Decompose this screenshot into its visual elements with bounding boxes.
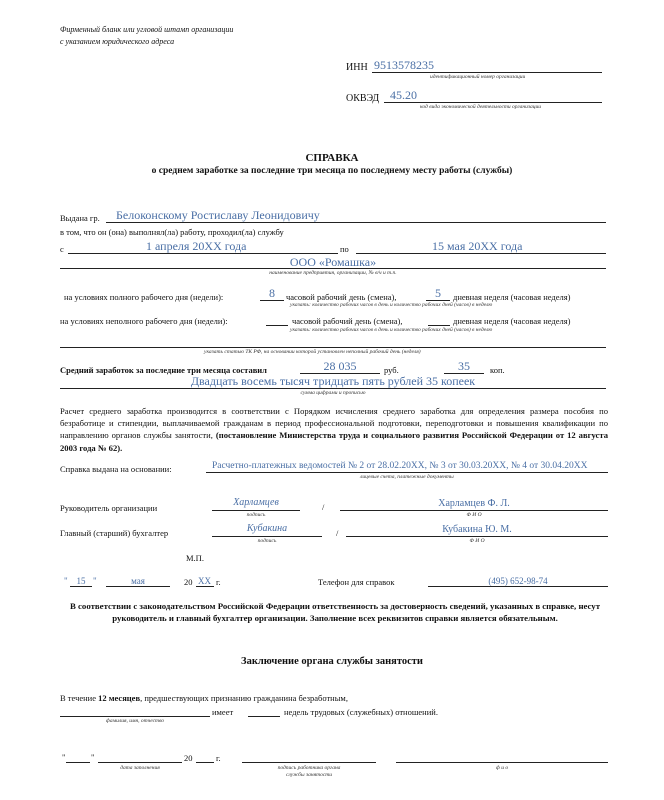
part-time-label: на условиях неполного рабочего дня (недели): (60, 316, 228, 326)
head-signature: Харламцев (233, 497, 279, 508)
conclusion-year-label: г. (216, 753, 221, 763)
conclusion-line1-prefix: В течение (60, 693, 99, 703)
inn-caption: идентификационный номер организации (430, 74, 526, 80)
conclusion-weeks-label: недель трудовых (служебных) отношений. (284, 707, 438, 717)
date-quote-close: " (93, 576, 97, 586)
phone-label: Телефон для справок (318, 577, 395, 587)
conclusion-fio-caption-2: ф и о (495, 765, 509, 771)
conclusion-has-label: имеет (212, 707, 234, 717)
document-subtitle: о среднем заработке за последние три месяца по последнему месту работы (службы) (151, 166, 513, 176)
document-title: СПРАВКА (305, 152, 359, 164)
part-time-hours-label: часовой рабочий день (смена), (292, 316, 403, 326)
okved-value: 45.20 (390, 88, 417, 102)
date-quote-open: " (64, 576, 68, 586)
phone-value: (495) 652-98-74 (488, 576, 548, 586)
conclusion-day-underline (66, 762, 90, 763)
conclusion-worker-caption-2: службы занятости (285, 772, 333, 778)
to-underline (356, 253, 606, 254)
full-time-hours-label: часовой рабочий день (смена), (286, 292, 397, 302)
recipient-name: Белоконскому Ростиславу Леонидовичу (116, 208, 320, 222)
to-label: по (340, 244, 349, 254)
accountant-sign-underline (212, 536, 322, 537)
calculation-decree: (постановление Министерства труда и социального развития Российской Федерации от 12 августа 2003 года № 62). (60, 430, 608, 453)
accountant-label: Главный (старший) бухгалтер (60, 528, 169, 538)
date-year-prefix: 20 (184, 577, 193, 587)
head-sign-underline (212, 510, 300, 511)
inn-value: 9513578235 (374, 58, 434, 72)
full-time-caption: указать: количество рабочих часов в день и количество рабочих дней (часов) в неделю (290, 302, 493, 308)
full-time-hours-underline (260, 300, 284, 301)
conclusion-line1 (60, 693, 348, 703)
okved-underline (384, 102, 602, 103)
okved-label: ОКВЭД (346, 93, 380, 104)
salary-words-underline (60, 388, 606, 389)
salary-kop-label: коп. (490, 365, 505, 375)
organization-name: ООО «Ромашка» (289, 255, 377, 269)
conclusion-line1-suffix: , предшествующих признанию гражданина безработным, (140, 693, 348, 703)
calculation-paragraph (60, 405, 608, 454)
corner-stamp-line1: Фирменный бланк или угловой штамп организации (60, 25, 234, 34)
salary-label: Средний заработок за последние три месяца составил (60, 365, 267, 375)
accountant-slash: / (336, 528, 339, 538)
basis-value: Расчетно-платежных ведомостей № 2 от 28.02.20ХХ, № 3 от 30.03.20ХХ, № 4 от 30.04.20ХХ (212, 461, 588, 471)
from-label: с (60, 244, 64, 254)
salary-kop-value: 35 (458, 359, 470, 373)
salary-rub-label: руб. (384, 365, 399, 375)
conclusion-worker-underline (242, 762, 376, 763)
stamp-place: М.П. (186, 553, 204, 563)
conclusion-fio-underline (60, 716, 210, 717)
date-day: 15 (76, 576, 86, 586)
full-time-label: на условиях полного рабочего дня (недели): (64, 292, 224, 302)
head-slash: / (322, 502, 325, 512)
conclusion-fio-caption: фамилия, имя, отчество (105, 718, 165, 724)
accountant-name-underline (346, 536, 608, 537)
salary-in-words: Двадцать восемь тысяч тридцать пять рублей 35 копеек (190, 374, 476, 388)
part-time-caption: указать: количество рабочих часов в день и количество рабочих дней (часов) в неделю (290, 327, 493, 333)
recipient-underline (106, 222, 606, 223)
work-statement: в том, что он (она) выполнял(ла) работу, проходил(ла) службу (60, 227, 284, 237)
head-name-underline (340, 510, 608, 511)
accountant-signature: Кубакина (246, 523, 288, 534)
date-year-label: г. (216, 577, 221, 587)
conclusion-year-prefix: 20 (184, 753, 193, 763)
conclusion-date-caption: дата заполнения (120, 765, 160, 771)
basis-caption: лицевые счета, платежные документы (360, 474, 454, 480)
full-time-days-underline (426, 300, 450, 301)
head-label: Руководитель организации (60, 503, 158, 513)
okved-caption: код вида экономической деятельности организации (420, 104, 542, 110)
from-underline (68, 253, 338, 254)
inn-label: ИНН (346, 62, 368, 73)
article-caption: указать статью ТК РФ, на основании которой установлен неполный рабочий день (неделя) (204, 349, 421, 355)
accountant-fio-caption: Ф И О (469, 538, 485, 544)
conclusion-quote-close: " (91, 752, 95, 762)
inn-underline (372, 72, 602, 73)
organization-underline (60, 268, 606, 269)
full-time-hours: 8 (269, 286, 275, 300)
head-sign-caption: подпись (246, 512, 266, 518)
head-fio-caption: Ф И О (466, 512, 482, 518)
to-date: 15 мая 20ХХ года (432, 239, 523, 253)
date-year-underline (196, 586, 214, 587)
conclusion-name-underline (396, 762, 608, 763)
basis-underline (206, 472, 608, 473)
conclusion-quote-open: " (62, 752, 66, 762)
salary-caption: сумма цифрами и прописью (300, 390, 366, 396)
date-day-underline (70, 586, 92, 587)
head-name: Харламцев Ф. Л. (438, 498, 510, 509)
full-time-days-label: дневная неделя (часовая неделя) (453, 292, 571, 302)
organization-caption: наименование предприятия, организации, № в/ч и т.п. (269, 270, 397, 276)
accountant-sign-caption: подпись (257, 538, 277, 544)
article-underline (60, 347, 606, 348)
salary-rub-value: 28 035 (323, 359, 357, 373)
basis-label: Справка выдана на основании: (60, 464, 172, 474)
conclusion-month-underline (98, 762, 182, 763)
responsibility-warning: В соответствии с законодательством Российской Федерации ответственность за достоверность сведений, указанных в справке, несут руководитель и главный бухгалтер организации. Заполнение всех реквизитов справки является обязательным. (69, 601, 601, 623)
conclusion-title: Заключение органа службы занятости (241, 656, 423, 667)
conclusion-period: 12 месяцев (98, 693, 141, 703)
accountant-name: Кубакина Ю. М. (442, 524, 512, 535)
part-time-days-underline (428, 325, 450, 326)
issued-to-label: Выдана гр. (60, 213, 100, 223)
part-time-hours-underline (266, 325, 288, 326)
from-date: 1 апреля 20ХХ года (146, 239, 247, 253)
calculation-text: Расчет среднего заработка производится в соответствии с Порядком исчисления среднего заработка для определения размера пособия по безработице и стипендии, выплачиваемой гражданам в период профессиональной подготовки, переподготовки и повышения квалификации по направлению органов службы занятости, (60, 406, 608, 441)
part-time-days-label: дневная неделя (часовая неделя) (453, 316, 571, 326)
conclusion-weeks-underline (248, 716, 280, 717)
date-year-suffix: ХХ (198, 576, 211, 586)
phone-underline (428, 586, 608, 587)
full-time-days: 5 (435, 286, 441, 300)
date-month-underline (106, 586, 170, 587)
conclusion-year-underline (196, 762, 214, 763)
conclusion-worker-caption-1: подпись работника органа (277, 765, 341, 771)
date-month: мая (131, 576, 145, 586)
corner-stamp-line2: с указанием юридического адреса (60, 37, 175, 46)
